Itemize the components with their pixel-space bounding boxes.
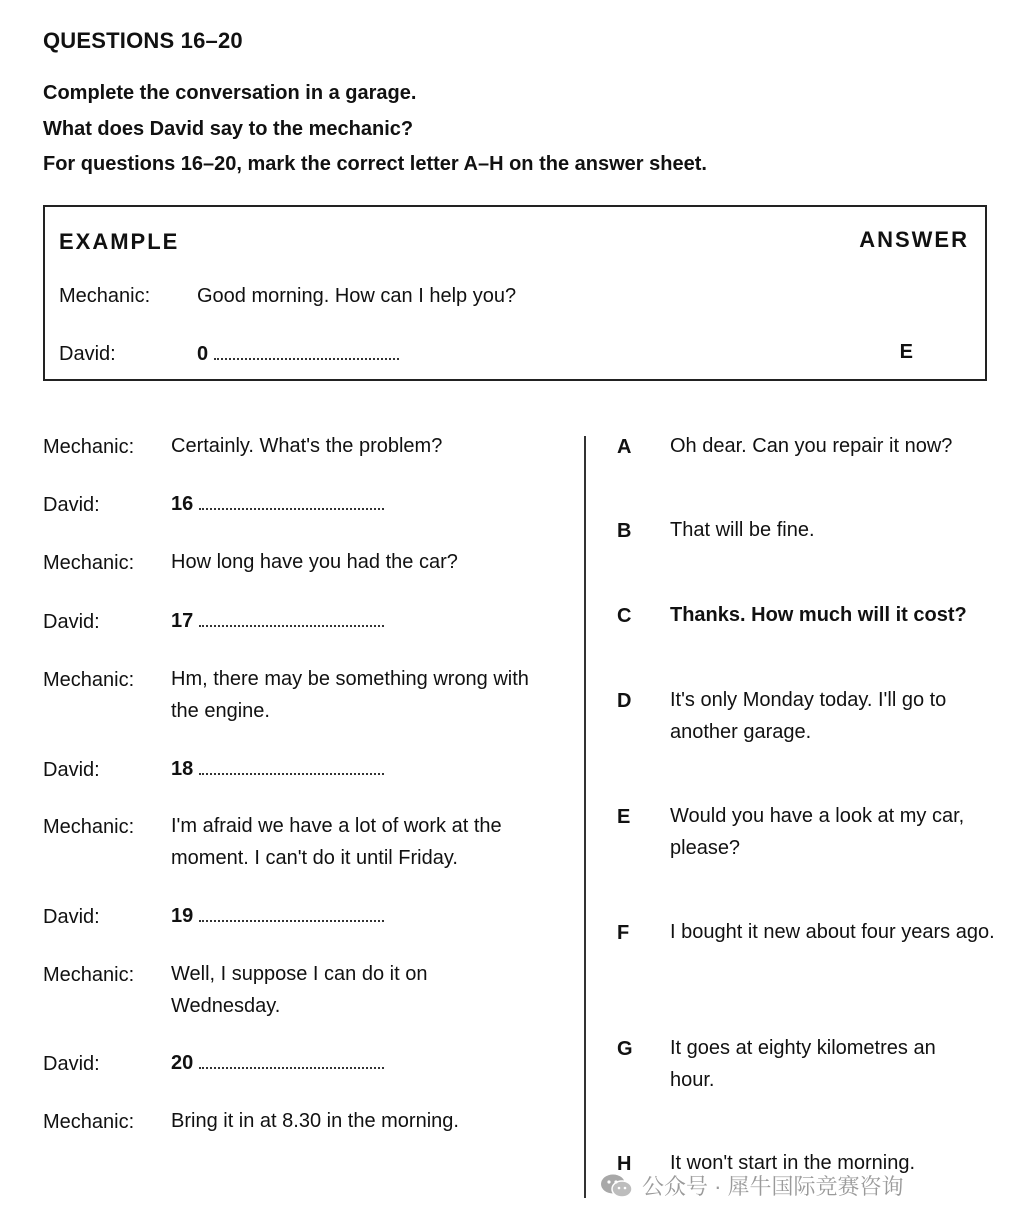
example-answer: E (899, 341, 913, 363)
option-text: That will be fine. (670, 519, 815, 541)
mechanic-line: Certainly. What's the problem? (171, 435, 443, 457)
example-mechanic-label: Mechanic: (59, 285, 151, 307)
speaker-label: Mechanic: (43, 964, 135, 986)
answer-blank (199, 772, 384, 775)
option-letter: A (617, 436, 632, 458)
example-box (43, 205, 987, 381)
answer-blank (199, 919, 384, 922)
question-number: 17 (171, 610, 194, 632)
option-text: Oh dear. Can you repair it now? (670, 435, 953, 457)
option-text: Would you have a look at my car, please? (670, 805, 965, 859)
instruction-1: Complete the conversation in a garage. (43, 82, 417, 104)
question-number: 20 (171, 1052, 194, 1074)
example-number: 0 (197, 343, 209, 365)
instruction-2: What does David say to the mechanic? (43, 118, 414, 140)
mechanic-line: How long have you had the car? (171, 551, 458, 573)
option-letter: E (617, 806, 631, 828)
speaker-label: David: (43, 906, 100, 928)
option-text: It won't start in the morning. (670, 1152, 916, 1174)
option-letter: F (617, 922, 630, 944)
question-number: 19 (171, 905, 194, 927)
mechanic-line: I'm afraid we have a lot of work at the moment. I can't do it until Friday. (171, 815, 502, 869)
watermark (600, 1170, 904, 1201)
example-david-line (197, 343, 399, 366)
option-text: It's only Monday today. I'll go to another garage. (670, 689, 947, 743)
watermark-text: 公众号 · 犀牛国际竞赛咨询 (642, 1174, 904, 1199)
speaker-label: Mechanic: (43, 552, 135, 574)
speaker-label: Mechanic: (43, 816, 135, 838)
example-mechanic-line: Good morning. How can I help you? (197, 285, 517, 307)
answer-line-16[interactable] (171, 488, 561, 520)
speaker-label: David: (43, 494, 100, 516)
example-david-label: David: (59, 343, 116, 365)
option-letter: C (617, 605, 632, 627)
answer-line-20[interactable] (171, 1047, 561, 1079)
answer-blank (199, 624, 384, 627)
example-title: EXAMPLE (59, 229, 180, 254)
speaker-label: Mechanic: (43, 436, 135, 458)
option-text: Thanks. How much will it cost? (670, 604, 967, 626)
speaker-label: Mechanic: (43, 669, 135, 691)
mechanic-line: Bring it in at 8.30 in the morning. (171, 1110, 459, 1132)
answer-blank (199, 507, 384, 510)
answer-label: ANSWER (859, 227, 969, 252)
speaker-label: David: (43, 1053, 100, 1075)
column-divider (584, 436, 586, 1198)
speaker-label: David: (43, 759, 100, 781)
option-letter: D (617, 690, 632, 712)
wechat-icon (600, 1173, 634, 1199)
answer-blank (214, 357, 399, 360)
option-letter: G (617, 1038, 633, 1060)
answer-line-17[interactable] (171, 605, 561, 637)
answer-line-19[interactable] (171, 900, 561, 932)
mechanic-line: Well, I suppose I can do it on Wednesday. (171, 963, 428, 1017)
option-letter: B (617, 520, 632, 542)
option-text: I bought it new about four years ago. (670, 921, 995, 943)
speaker-label: David: (43, 611, 100, 633)
page-title: QUESTIONS 16–20 (43, 28, 243, 53)
speaker-label: Mechanic: (43, 1111, 135, 1133)
answer-line-18[interactable] (171, 753, 561, 785)
question-number: 18 (171, 758, 194, 780)
answer-blank (199, 1066, 384, 1069)
mechanic-line: Hm, there may be something wrong with the engine. (171, 668, 529, 722)
option-text: It goes at eighty kilometres an hour. (670, 1037, 936, 1091)
question-number: 16 (171, 493, 194, 515)
option-letter: H (617, 1153, 632, 1175)
instruction-3: For questions 16–20, mark the correct letter A–H on the answer sheet. (43, 153, 707, 175)
